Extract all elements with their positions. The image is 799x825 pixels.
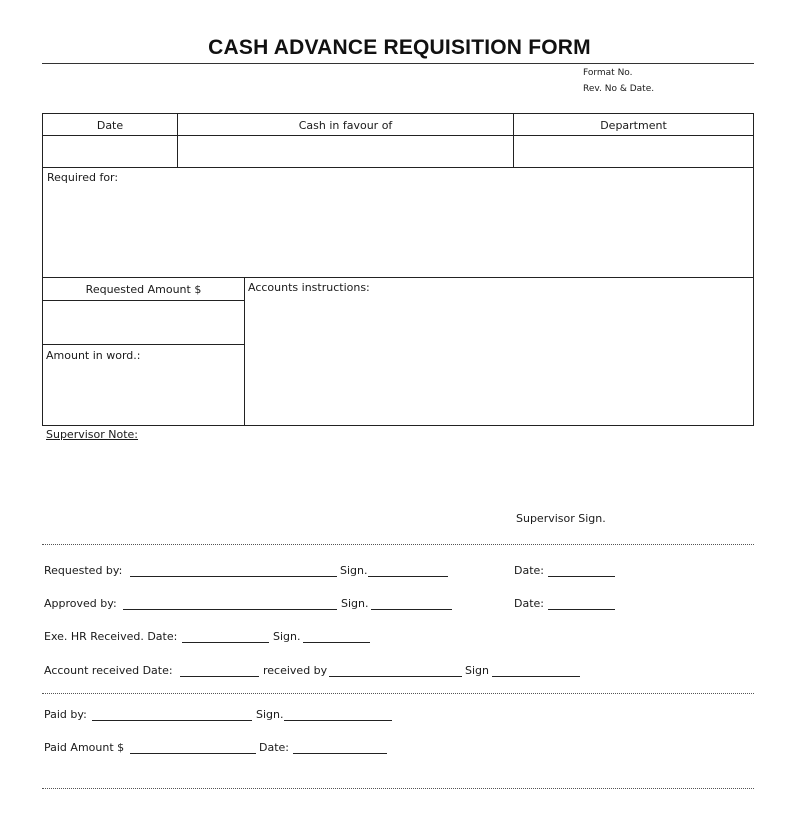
accounts-instructions-cell[interactable] bbox=[244, 277, 754, 426]
section-divider-1 bbox=[42, 544, 754, 545]
requested-date-label: Date: bbox=[514, 564, 544, 577]
required-for-label: Required for: bbox=[47, 171, 119, 184]
date-input-cell[interactable] bbox=[42, 135, 178, 168]
paid-by-line[interactable] bbox=[92, 720, 252, 721]
supervisor-note-label: Supervisor Note: bbox=[46, 428, 139, 441]
hr-received-label: Exe. HR Received. Date: bbox=[44, 630, 178, 643]
requested-by-label: Requested by: bbox=[44, 564, 123, 577]
requested-amount-header-cell bbox=[42, 277, 245, 301]
cash-in-favour-input-cell[interactable] bbox=[177, 135, 514, 168]
received-by-label: received by bbox=[263, 664, 328, 677]
format-no-label: Format No. bbox=[583, 68, 633, 78]
department-header: Department bbox=[600, 119, 667, 132]
approved-sign-line[interactable] bbox=[371, 609, 452, 610]
paid-date-label: Date: bbox=[259, 741, 289, 754]
account-received-label: Account received Date: bbox=[44, 664, 173, 677]
approved-by-line[interactable] bbox=[123, 609, 337, 610]
cash-header-cell bbox=[177, 113, 514, 136]
received-by-line[interactable] bbox=[329, 676, 462, 677]
amount-in-word-cell[interactable] bbox=[42, 344, 245, 426]
paid-sign-line[interactable] bbox=[284, 720, 392, 721]
paid-amount-label: Paid Amount $ bbox=[44, 741, 125, 754]
requested-amount-label: Requested Amount $ bbox=[85, 283, 202, 296]
account-sign-label: Sign bbox=[465, 664, 489, 677]
accounts-instructions-label: Accounts instructions: bbox=[248, 281, 370, 294]
required-for-cell[interactable] bbox=[42, 167, 754, 278]
paid-amount-line[interactable] bbox=[130, 753, 256, 754]
page-title: CASH ADVANCE REQUISITION FORM bbox=[208, 36, 591, 59]
approved-sign-label: Sign. bbox=[341, 597, 369, 610]
amount-in-word-label: Amount in word.: bbox=[46, 349, 141, 362]
requested-date-line[interactable] bbox=[548, 576, 615, 577]
section-divider-3 bbox=[42, 788, 754, 789]
account-sign-line[interactable] bbox=[492, 676, 580, 677]
department-header-cell bbox=[513, 113, 754, 136]
approved-date-line[interactable] bbox=[548, 609, 615, 610]
title-divider bbox=[42, 63, 754, 64]
hr-sign-line[interactable] bbox=[303, 642, 370, 643]
rev-no-label: Rev. No & Date. bbox=[583, 84, 655, 94]
requested-by-line[interactable] bbox=[130, 576, 337, 577]
requested-amount-input-cell[interactable] bbox=[42, 300, 245, 345]
account-received-date-line[interactable] bbox=[180, 676, 259, 677]
paid-sign-label: Sign. bbox=[256, 708, 284, 721]
section-divider-2 bbox=[42, 693, 754, 694]
paid-by-label: Paid by: bbox=[44, 708, 87, 721]
paid-date-line[interactable] bbox=[293, 753, 387, 754]
department-input-cell[interactable] bbox=[513, 135, 754, 168]
cash-in-favour-header: Cash in favour of bbox=[298, 119, 393, 132]
hr-received-date-line[interactable] bbox=[182, 642, 269, 643]
supervisor-sign-label: Supervisor Sign. bbox=[516, 512, 606, 525]
requested-sign-line[interactable] bbox=[368, 576, 448, 577]
date-header: Date bbox=[96, 119, 124, 132]
approved-date-label: Date: bbox=[514, 597, 544, 610]
requested-sign-label: Sign. bbox=[340, 564, 368, 577]
approved-by-label: Approved by: bbox=[44, 597, 117, 610]
date-header-cell bbox=[42, 113, 178, 136]
hr-sign-label: Sign. bbox=[273, 630, 301, 643]
